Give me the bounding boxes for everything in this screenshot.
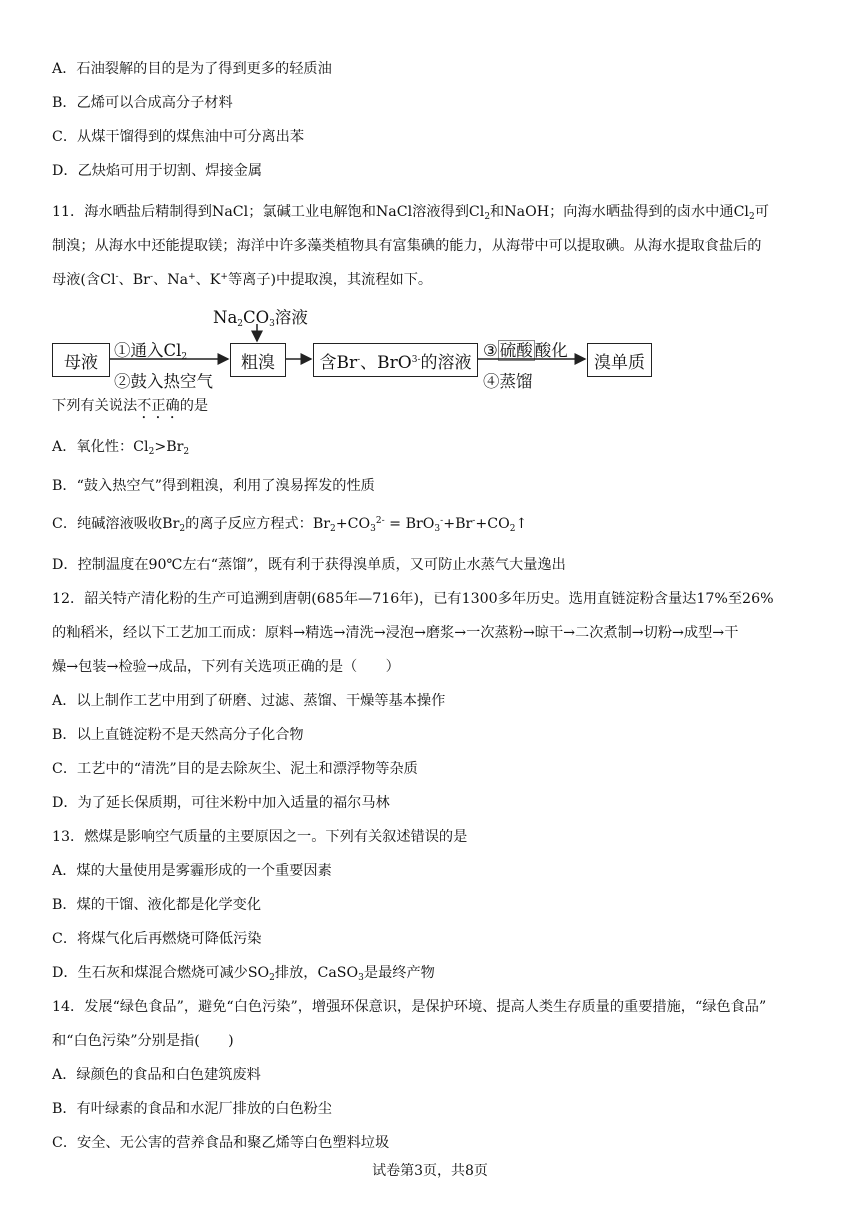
q14-stem-line1: 14．发展“绿色食品”，避免“白色污染”，增强环保意识，是保护环境、提高人类生存质量的重要措施，“绿色食品” bbox=[52, 999, 767, 1015]
flow-step-1: ①通入$Cl_2$ bbox=[114, 341, 188, 362]
q13-option-a: A．煤的大量使用是雾霾形成的一个重要因素 bbox=[52, 863, 332, 879]
q10-option-c: C．从煤干馏得到的煤焦油中可分离出苯 bbox=[52, 129, 305, 145]
q12-option-b: B．以上直链淀粉不是天然高分子化合物 bbox=[52, 727, 304, 743]
q12-stem-line3: 燥→包装→检验→成品，下列有关选项正确的是（ ） bbox=[52, 659, 400, 675]
q11-option-a: A．氧化性：$Cl_2>Br_2$ bbox=[52, 439, 190, 457]
q10-option-b: B．乙烯可以合成高分子材料 bbox=[52, 95, 233, 111]
q11-question: 下列有关说法不正确的是 bbox=[52, 398, 209, 414]
flow-step-3: ③ 硫酸 酸化 bbox=[483, 341, 568, 360]
flow-box-solution: 含Br - 、BrO 3 - 的溶液 bbox=[313, 343, 478, 377]
flow-box-bromine: 溴单质 bbox=[587, 343, 652, 377]
q11-stem-line2: 制溴；从海水中还能提取镁；海洋中许多藻类植物具有富集碘的能力，从海带中可以提取碘。从海水提取食盐后的 bbox=[52, 238, 762, 254]
flow-reagent-na2co3: $Na_2CO_3$溶液 bbox=[213, 308, 308, 329]
q14-option-c: C．安全、无公害的营养食品和聚乙烯等白色塑料垃圾 bbox=[52, 1135, 390, 1151]
q13-option-c: C．将煤气化后再燃烧可降低污染 bbox=[52, 931, 262, 947]
flow-box-crude-bromine: 粗溴 bbox=[230, 343, 286, 377]
q11-stem-line1: 11．海水晒盐后精制得到NaCl；氯碱工业电解饱和NaCl溶液得到$Cl_2$和NaOH；向海水晒盐得到的卤水中通$Cl_2$可 bbox=[52, 204, 769, 222]
q10-option-a: A．石油裂解的目的是为了得到更多的轻质油 bbox=[52, 61, 332, 77]
q14-option-a: A．绿颜色的食品和白色建筑废料 bbox=[52, 1067, 261, 1083]
q10-option-d: D．乙炔焰可用于切割、焊接金属 bbox=[52, 163, 263, 179]
q13-stem: 13．燃煤是影响空气质量的主要原因之一。下列有关叙述错误的是 bbox=[52, 829, 468, 845]
q12-option-d: D．为了延长保质期，可往米粉中加入适量的福尔马林 bbox=[52, 795, 390, 811]
q12-stem-line1: 12．韶关特产清化粉的生产可追溯到唐朝(685年—716年)，已有1300多年历史。选用直链淀粉含量达17%至26% bbox=[52, 591, 774, 607]
flow-step-2: ②鼓入热空气 bbox=[114, 372, 213, 391]
q12-stem-line2: 的籼稻米，经以下工艺加工而成：原料→精选→清洗→浸泡→磨浆→一次蒸粉→晾干→二次煮制→切粉→成型→干 bbox=[52, 625, 739, 641]
q12-option-c: C．工艺中的“清洗”目的是去除灰尘、泥土和漂浮物等杂质 bbox=[52, 761, 418, 777]
flow-step-4: ④蒸馏 bbox=[483, 372, 533, 391]
q11-option-c: C．纯碱溶液吸收$Br_2$的离子反应方程式：$Br_2+CO_3^{2-}$ = $BrO_3^-+Br^-+CO_2↑$ bbox=[52, 516, 528, 534]
flow-box-mother-liquor: 母液 bbox=[52, 343, 110, 377]
page-footer: 试卷第3页，共8页 bbox=[372, 1163, 488, 1179]
q11-option-d: D．控制温度在90℃左右“蒸馏”，既有利于获得溴单质，又可防止水蒸气大量逸出 bbox=[52, 557, 566, 573]
q12-option-a: A．以上制作工艺中用到了研磨、过滤、蒸馏、干燥等基本操作 bbox=[52, 693, 446, 709]
q11-stem-line3: 母液(含Cl-、Br-、Na+、K+等离子)中提取溴，其流程如下。 bbox=[52, 272, 433, 288]
q14-stem-line2: 和“白色污染”分别是指( ) bbox=[52, 1033, 234, 1049]
q13-option-b: B．煤的干馏、液化都是化学变化 bbox=[52, 897, 262, 913]
q14-option-b: B．有叶绿素的食品和水泥厂排放的白色粉尘 bbox=[52, 1101, 332, 1117]
q11-option-b: B．“鼓入热空气”得到粗溴，利用了溴易挥发的性质 bbox=[52, 478, 375, 494]
q13-option-d: D．生石灰和煤混合燃烧可减少$SO_2$排放，CaSO$_3$是最终产物 bbox=[52, 965, 435, 983]
